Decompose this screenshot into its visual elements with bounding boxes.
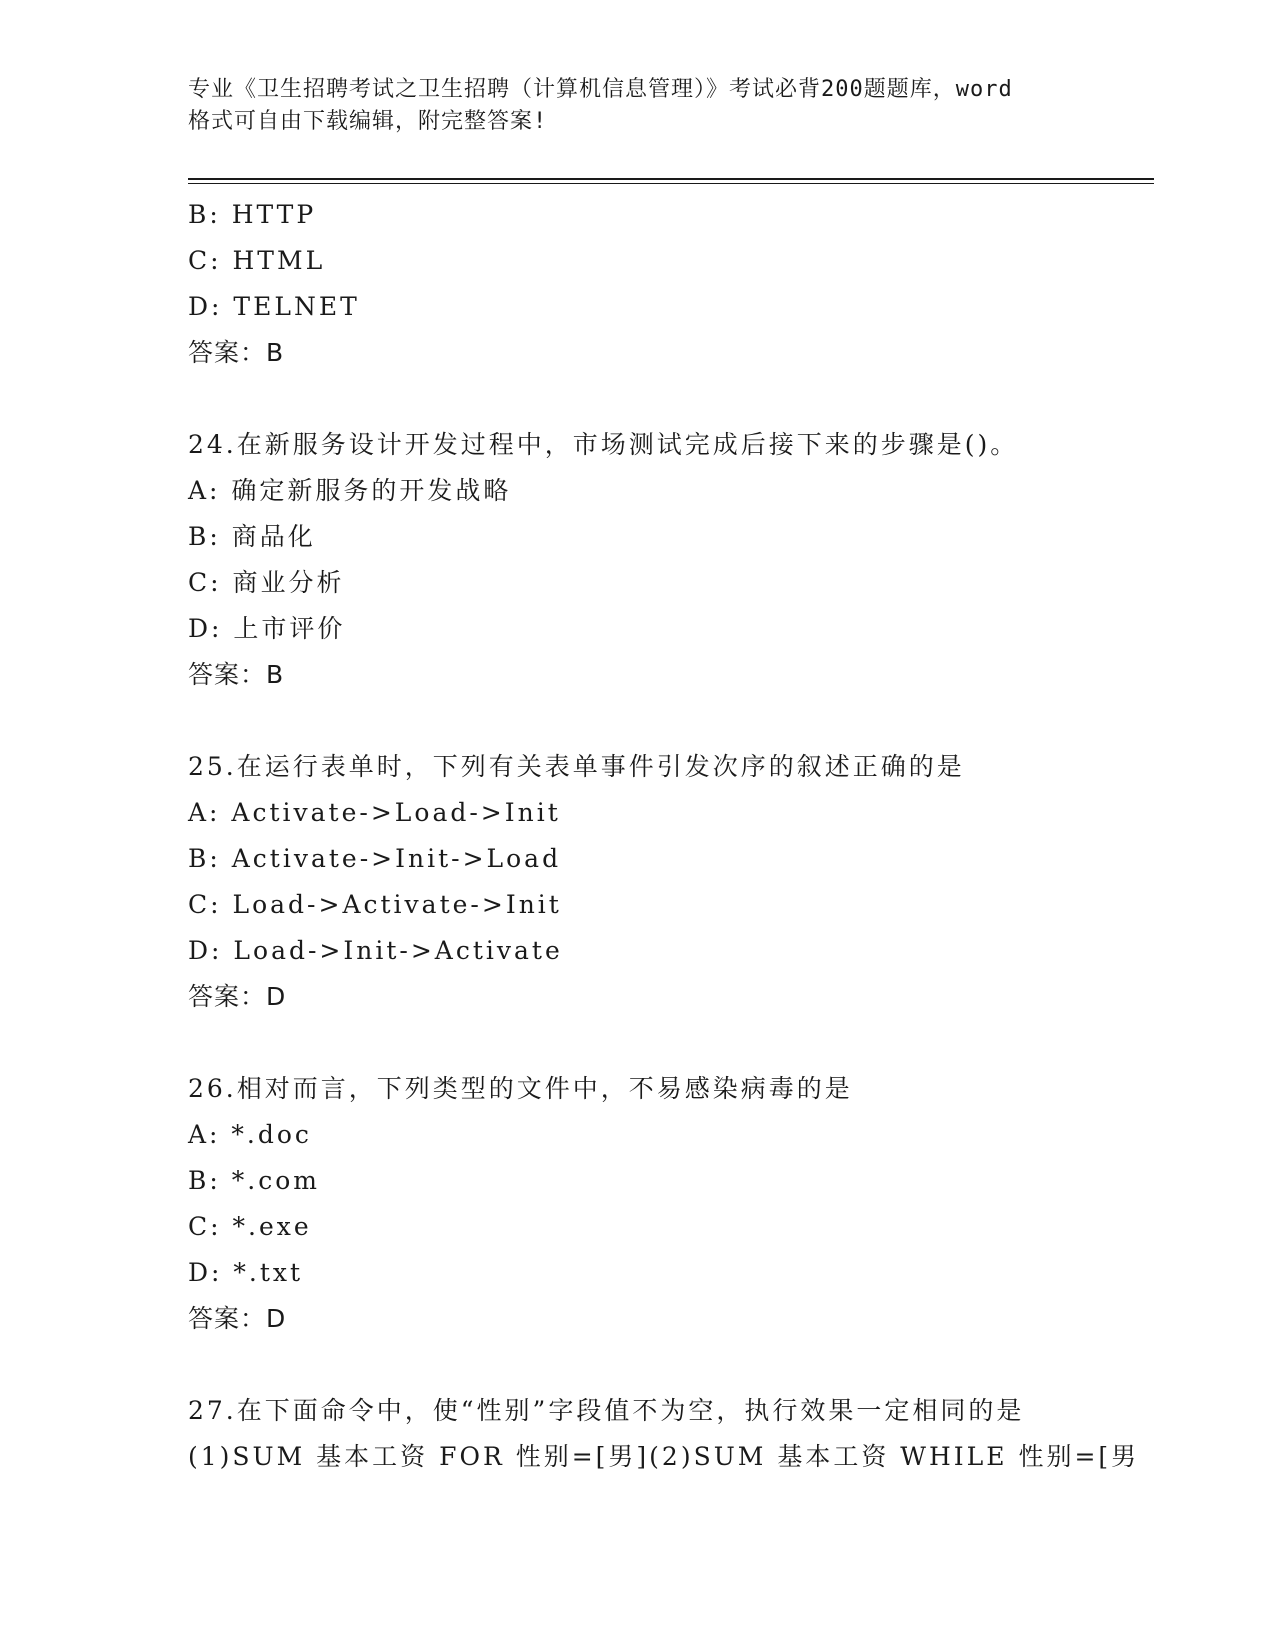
- question-block-23: [188, 192, 1168, 376]
- option-c: C: HTML: [188, 246, 326, 275]
- option-a: A: 确定新服务的开发战略: [188, 476, 512, 505]
- header-line-1: 专业《卫生招聘考试之卫生招聘（计算机信息管理）》考试必背200题题库，word: [188, 77, 1013, 102]
- spacer: [188, 1020, 1168, 1066]
- option-d: D: TELNET: [188, 292, 360, 321]
- header-line-2: 格式可自由下载编辑，附完整答案!: [188, 109, 548, 134]
- option-b: B: Activate->Init->Load: [188, 844, 562, 873]
- option-d: D: Load->Init->Activate: [188, 936, 563, 965]
- question-stem: 24.在新服务设计开发过程中，市场测试完成后接下来的步骤是()。: [188, 430, 1019, 459]
- document-header: [188, 74, 1088, 138]
- option-b: B: HTTP: [188, 200, 317, 229]
- question-stem: 25.在运行表单时，下列有关表单事件引发次序的叙述正确的是: [188, 752, 965, 781]
- option-b: B: 商品化: [188, 522, 316, 551]
- question-stem: 27.在下面命令中，使“性别”字段值不为空，执行效果一定相同的是: [188, 1396, 1025, 1425]
- option-c: C: Load->Activate->Init: [188, 890, 562, 919]
- question-block-26: [188, 1066, 1168, 1342]
- option-d: D: *.txt: [188, 1258, 304, 1287]
- answer-line: 答案：B: [188, 338, 285, 367]
- question-stem: 26.相对而言，下列类型的文件中，不易感染病毒的是: [188, 1074, 853, 1103]
- spacer: [188, 698, 1168, 744]
- question-list: [188, 192, 1168, 1480]
- question-block-24: [188, 422, 1168, 698]
- option-d: D: 上市评价: [188, 614, 346, 643]
- question-block-27: [188, 1388, 1168, 1480]
- header-divider: [188, 178, 1154, 184]
- answer-line: 答案：B: [188, 660, 285, 689]
- option-a: A: *.doc: [188, 1120, 312, 1149]
- spacer: [188, 376, 1168, 422]
- question-stem-continued: (1)SUM 基本工资 FOR 性别=[男](2)SUM 基本工资 WHILE 性别=[男: [188, 1442, 1140, 1471]
- option-c: C: *.exe: [188, 1212, 312, 1241]
- answer-line: 答案：D: [188, 982, 287, 1011]
- option-c: C: 商业分析: [188, 568, 345, 597]
- option-b: B: *.com: [188, 1166, 320, 1195]
- spacer: [188, 1342, 1168, 1388]
- answer-line: 答案：D: [188, 1304, 287, 1333]
- option-a: A: Activate->Load->Init: [188, 798, 561, 827]
- question-block-25: [188, 744, 1168, 1020]
